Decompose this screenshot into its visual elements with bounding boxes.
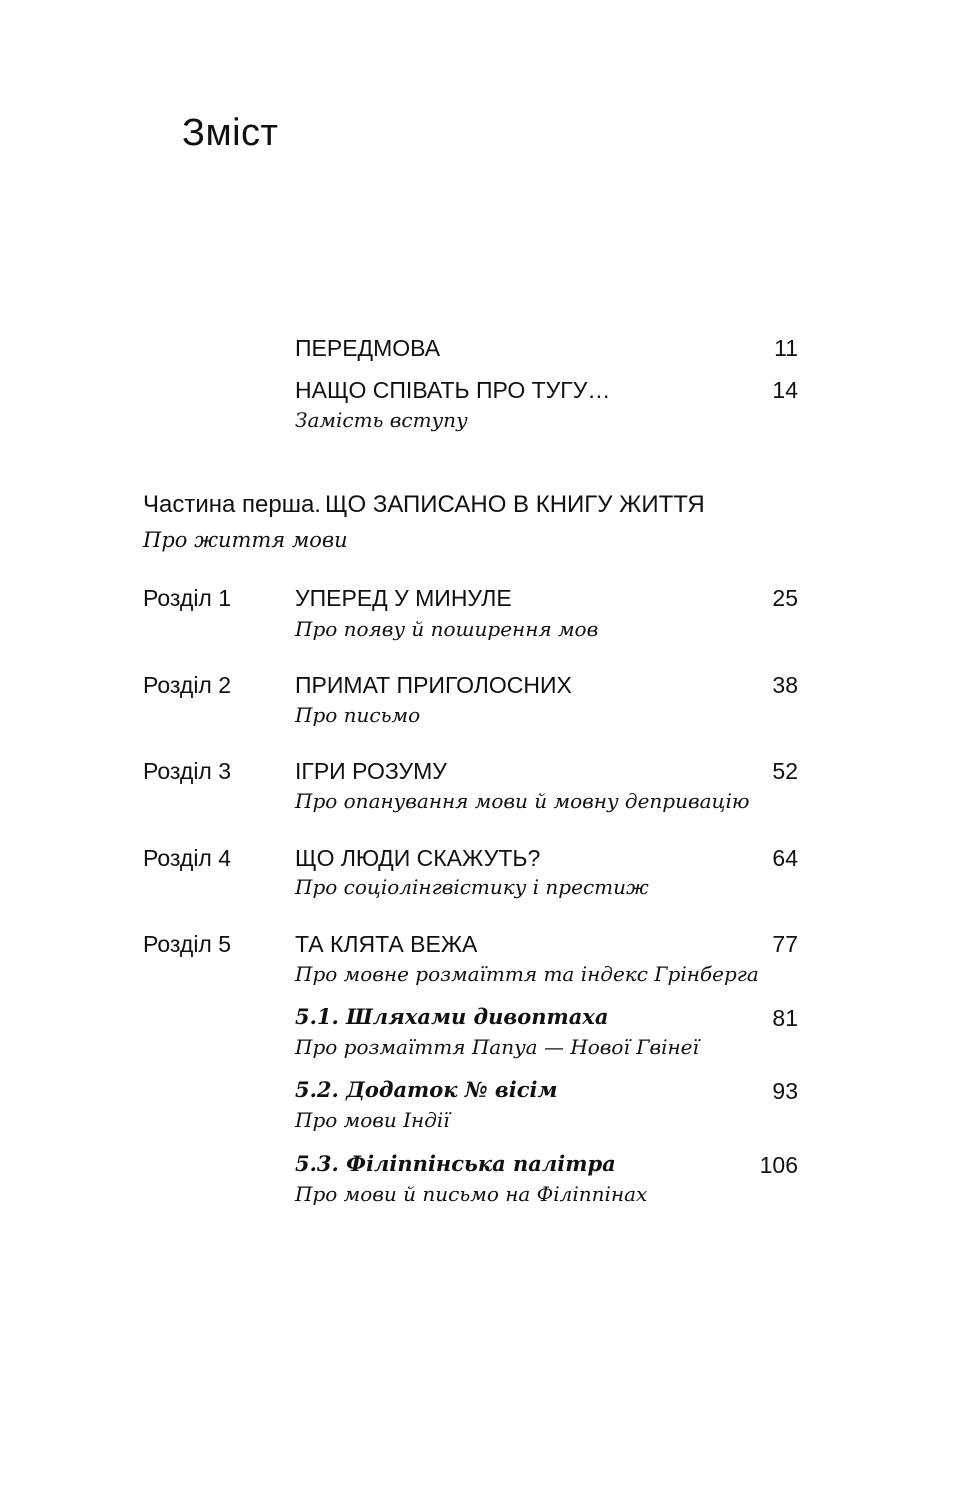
part-label: Частина перша. [143, 491, 321, 518]
chapter-label: Розділ 1 [143, 585, 232, 611]
toc-entry-subtitle: Замість вступу [295, 408, 468, 432]
section-title[interactable]: 5.2. Додаток № вісім [295, 1077, 558, 1102]
section-page: 93 [772, 1078, 798, 1104]
chapter-page: 25 [772, 585, 798, 611]
part-title[interactable]: ЩО ЗАПИСАНО В КНИГУ ЖИТТЯ [324, 491, 705, 518]
chapter-title[interactable]: ПРИМАТ ПРИГОЛОСНИХ [295, 672, 572, 698]
chapter-title[interactable]: ІГРИ РОЗУМУ [295, 758, 447, 784]
chapter-subtitle: Про опанування мови й мовну депривацію [295, 789, 750, 813]
chapter-label: Розділ 4 [143, 845, 232, 871]
chapter-label: Розділ 3 [143, 758, 232, 784]
section-subtitle: Про мови й письмо на Філіппінах [295, 1182, 648, 1206]
toc-entry-page: 14 [772, 377, 798, 403]
part-subtitle: Про життя мови [143, 528, 348, 552]
chapter-page: 52 [772, 758, 798, 784]
chapter-label: Розділ 5 [143, 931, 232, 957]
chapter-title[interactable]: ЩО ЛЮДИ СКАЖУТЬ? [295, 845, 541, 871]
chapter-label: Розділ 2 [143, 672, 232, 698]
chapter-title[interactable]: ТА КЛЯТА ВЕЖА [295, 931, 478, 957]
chapter-page: 64 [772, 845, 798, 871]
section-title[interactable]: 5.3. Філіппінська палітра [295, 1151, 616, 1176]
chapter-subtitle: Про соціолінгвістику і престиж [295, 875, 649, 899]
section-page: 81 [772, 1005, 798, 1031]
chapter-subtitle: Про мовне розмаїття та індекс Грінберга [295, 962, 759, 986]
toc-entry-title[interactable]: ПЕРЕДМОВА [295, 335, 441, 361]
chapter-subtitle: Про появу й поширення мов [295, 617, 599, 641]
chapter-page: 77 [772, 931, 798, 957]
section-page: 106 [759, 1152, 798, 1178]
chapter-title[interactable]: УПЕРЕД У МИНУЛЕ [295, 585, 512, 611]
part-heading [143, 491, 705, 519]
toc-entry-title[interactable]: НАЩО СПІВАТЬ ПРО ТУГУ… [295, 377, 611, 403]
toc-entry-page: 11 [774, 335, 798, 361]
section-subtitle: Про мови Індії [295, 1108, 450, 1132]
chapter-page: 38 [772, 672, 798, 698]
page-title: Зміст [182, 112, 279, 154]
chapter-subtitle: Про письмо [295, 703, 421, 727]
section-title[interactable]: 5.1. Шляхами дивоптаха [295, 1004, 609, 1029]
section-subtitle: Про розмаїття Папуа — Нової Гвінеї [295, 1035, 699, 1059]
